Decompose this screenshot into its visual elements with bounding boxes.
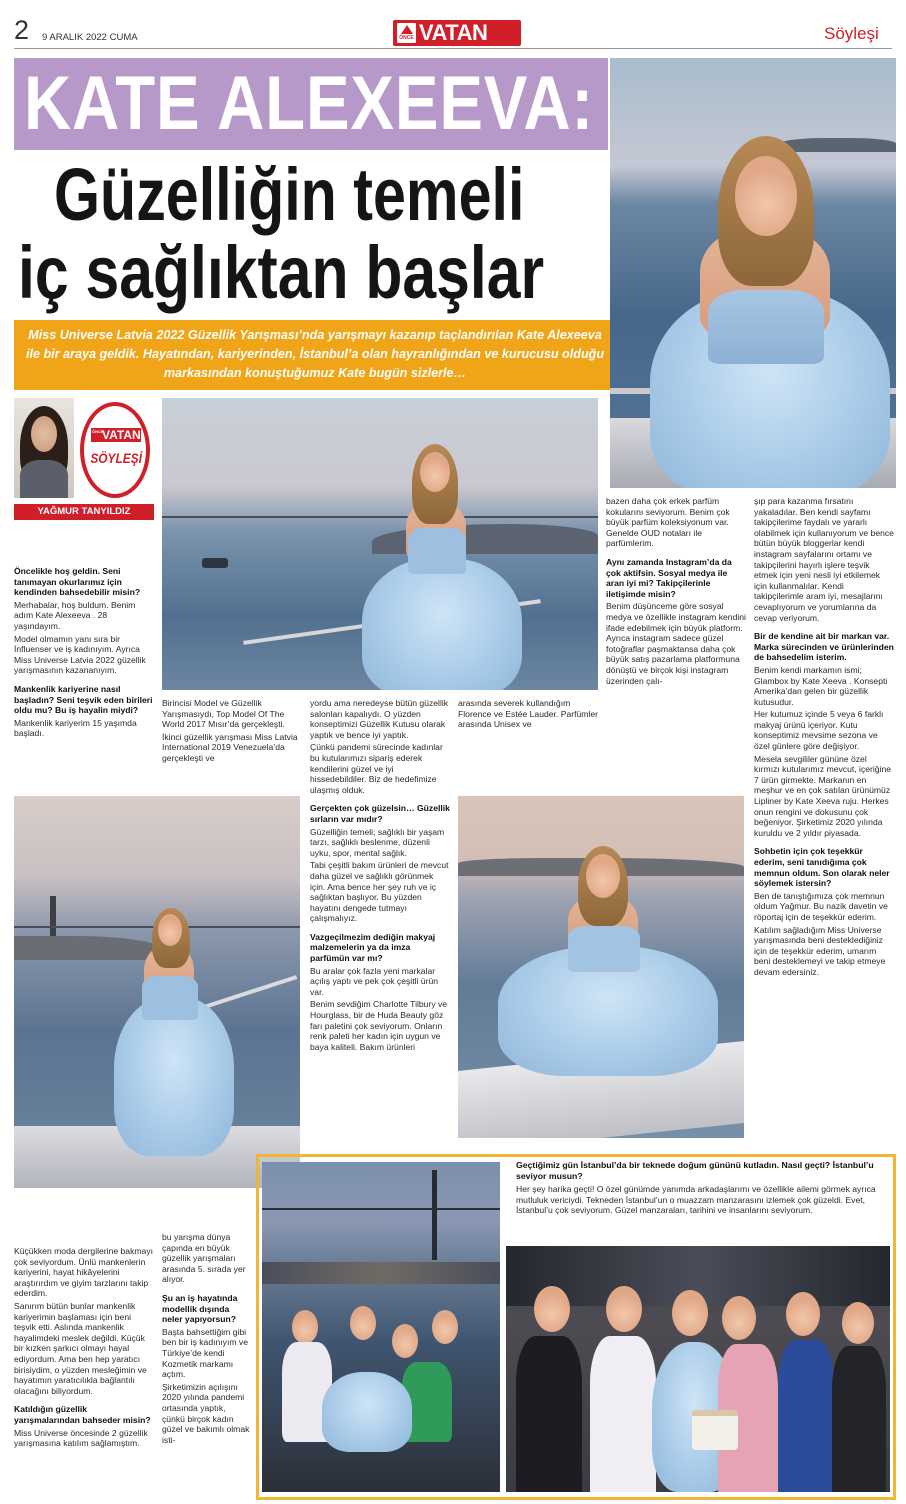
box-bridge	[262, 1208, 500, 1210]
col-4	[458, 698, 598, 732]
group-face-4	[432, 1310, 458, 1344]
middle-face	[420, 452, 450, 492]
question-paragraph: Mankenlik kariyerine nasıl başladın? Seni teşvik eden birileri oldu mu? Bu iş hayalin miydi?	[14, 683, 153, 716]
author-top	[20, 460, 68, 498]
party-navy-dress	[778, 1340, 834, 1492]
question-paragraph: Gerçekten çok güzelsin… Güzellik sırların var mıdır?	[310, 803, 450, 824]
top-right-photo	[610, 58, 896, 488]
party-dark-dress	[832, 1346, 886, 1492]
party-face-4	[722, 1296, 756, 1340]
logo-text: VATAN	[419, 20, 488, 45]
answer-paragraph: Şirketimizin açılışını 2020 yılında pandemi ortasında yaptık, çünkü birçok kadın güzel ve bakımlı olmak isti-	[162, 1381, 250, 1445]
group-face-3	[392, 1324, 418, 1358]
col-3	[310, 698, 450, 1054]
center-corset	[568, 926, 640, 972]
question-paragraph: Öncelikle hoş geldin. Seni tanımayan okurlarımız için kendinden bahsedebilir misin?	[14, 566, 141, 598]
middle-photo	[162, 398, 598, 690]
group-blue-dress	[322, 1372, 412, 1452]
left-face	[158, 914, 182, 946]
center-photo	[458, 796, 744, 1138]
box-question: Geçtiğimiz gün İstanbul’da bir teknede doğum gününü kutladın. Nasıl geçti? İstanbul’u seviyor musun?	[516, 1160, 874, 1181]
answer-paragraph: Mankenlik kariyerim 15 yaşımda başladı.	[14, 717, 137, 739]
headline-name: KATE ALEXEEVA:	[24, 61, 595, 146]
headline-line2: iç sağlıktan başlar	[18, 231, 545, 314]
author-name: YAĞMUR TANYILDIZ	[37, 506, 131, 517]
answer-paragraph: Model olmamın yanı sıra bir İnfluenser ve iş kadınıyım. Ayrıca Miss Universe Latvia 2022 güzellik yarışmasının kazananıyım.	[14, 633, 146, 676]
box-photo-left	[262, 1162, 500, 1492]
answer-paragraph: Katılım sağladığım Miss Universe yarışmasında beni desteklediğiniz için de teşekkür ederim, umarım beni desteklemeyi ve takip etmeye devam edersiniz.	[754, 924, 886, 977]
party-cake	[692, 1410, 738, 1450]
issue-date: 9 ARALIK 2022 CUMA	[42, 32, 138, 43]
middle-dress	[362, 558, 522, 690]
question-paragraph: Bir de kendine ait bir markan var. Marka sürecinden ve ürünlerinden de bahsedelim isterim.	[754, 631, 894, 663]
answer-paragraph: Benim kendi markamın ismi; Glambox by Kate Xeeva . Konsepti Amerika’dan gelen bir güzellik kutusudur.	[754, 664, 888, 707]
soylesi-badge	[80, 402, 150, 498]
question-paragraph: Aynı zamanda Instagram’da da çok aktifsin. Sosyal medya ile aran iyi mi? Takipçilerinle iletişimde misin?	[606, 556, 732, 599]
logo-once-box	[397, 23, 416, 43]
box-photo-right	[506, 1246, 890, 1492]
answer-paragraph: Tabi çeşitli bakım ürünleri de mevcut daha güzel ve sağlıklı görünmek için. Ama bence her şey ruh ve iç sağlıktan başlıyor. Bu yüzden hayatını dengede tutmayı çalışmalıyız.	[310, 860, 449, 924]
question-paragraph: Vazgeçilmezim dediğin makyaj malzemelerin ya da imza parfümün var mı?	[310, 931, 436, 964]
page-number: 2	[14, 15, 30, 45]
section-label: Söyleşi	[824, 24, 879, 43]
intro-text: Miss Universe Latvia 2022 Güzellik Yarışması’nda yarışmayı kazanıp taçlandırılan Kate Alexeeva ile bir araya geldik. Hayatından, kariyerinden, İstanbul’a olan hayranlığından ve kurucusu olduğu markasından konuştuğumuz Kate bugün sizlerle…	[25, 328, 605, 380]
middle-boat	[202, 558, 228, 568]
box-tower	[432, 1170, 437, 1260]
col-1	[14, 558, 154, 741]
left-photo	[14, 796, 300, 1188]
question-paragraph: Şu an iş hayatında modellik dışında neler yapıyorsun?	[162, 1292, 238, 1325]
party-face-1	[534, 1286, 570, 1332]
answer-paragraph: Mesela sevgililer gününe özel kırmızı kutularımız mevcut, içeriğine 7 ürün girmekte. Markanın en meşhur ve en çok satılan ürünümüz Lipliner by Kate Xeeva ruju. Herkes onun rengini ve dokusunu çok beğeniyor. Şirketimiz 2020 yılında kuruldu ve 2 yıldır piyasada.	[754, 753, 892, 838]
answer-paragraph: Benim düşünceme göre sosyal medya ve özellikle instagram kendini ifade edebilmek için büyük platform. Ayrıca instagram sadece güzel fotoğraflar paşmaktansa daha çok büyük satış pazarlama platformuna dönüştü ve birçok kişi instagram üzerinden çalı-	[606, 601, 746, 686]
col-6	[754, 496, 894, 980]
middle-corset	[408, 528, 466, 574]
photo-corset	[708, 290, 824, 364]
party-face-5	[786, 1292, 820, 1336]
party-face-6	[842, 1302, 874, 1344]
answer-paragraph: Ben de tanıştığımıza çok memnun oldum Yağmur. Bu nazik davetin ve röportaj için de teşekkür ederim.	[754, 890, 888, 922]
badge-label: SÖYLEŞİ	[90, 450, 142, 466]
answer-paragraph: Miss Universe öncesinde 2 güzellik yarışmasına katılım sağlamıştım.	[14, 1427, 148, 1449]
answer-paragraph: Bu aralar çok fazla yeni markalar açılış yaptı ve pek çok çeşitli ürün var.	[310, 965, 439, 997]
box-lights	[262, 1262, 500, 1284]
photo-skyline	[780, 138, 896, 152]
answer-paragraph: Her kutumuz içinde 5 veya 6 farklı makyaj ürünü içeriyor. Kutu konseptimiz mevsime sezona ve özel günlere göre değişiyor.	[754, 709, 884, 752]
col-5	[606, 496, 746, 688]
question-paragraph: Sohbetin için çok teşekkür ederim, seni tanıdığıma çok memnun oldum. Son olarak neler söylemek istersin?	[754, 846, 890, 889]
logo-once-text: ÖNCE	[399, 35, 414, 41]
party-face-3	[672, 1290, 708, 1336]
party-face-2	[606, 1286, 642, 1332]
badge-logo	[91, 428, 141, 442]
headline-line1: Güzelliğin temeli	[54, 153, 525, 236]
answer-paragraph: şıp para kazanma fırsatını yakaladılar. Ben kendi sayfamı takipçilerime faydalı ve yararlı olabilmek için kullanıyorum ve bence bütün büyük bloggerlar kendi instagram sayfalarını ortamı ve takipçilerini hayırlı işlere teşvik etmek için yeni nesli iyi etkilemek için kullanmalılar. Kendi takipçilerimle aram iyi, mesajlarını cevaplıyorum ve yorumlarına da cevap veriyorum.	[754, 496, 894, 623]
answer-paragraph: Başta bahsettiğim gibi ben bir iş kadınıyım ve Türkiye’de kendi Kozmetik markamı açtım.	[162, 1326, 248, 1380]
answer-paragraph: bu yarışma dünya çapında en büyük güzellik yarışmaları arasında 5. sırada yer alıyor.	[162, 1232, 246, 1285]
answer-paragraph: Merhabalar, hoş buldum. Benim adım Kate Alexeeva . 28 yaşındayım.	[14, 599, 136, 631]
vatan-logo	[393, 20, 521, 46]
answer-paragraph: Benim sevdiğim Charlotte Tilbury ve Hourglass, bir de Huda Beauty göz farı paletini çok seviyorum. Onların renk paleti her kadın için uygun ve baya kaliteli. Bakım ürünleri	[310, 999, 448, 1052]
answer-paragraph: Çünkü pandemi sürecinde kadınlar bu kutularımızı sipariş ederek kendilerini güzel ve iyi hissedebildiler. Biz de hedefimize ulaşmış olduk.	[310, 742, 443, 795]
group-face-2	[350, 1306, 376, 1340]
answer-paragraph: yordu ama neredeyse bütün güzellik salonları kapalıydı. O yüzden konseptimizi Güzellik Kutusu olarak yaptık ve bence iyi yaptık.	[310, 698, 449, 740]
box-group	[282, 1302, 482, 1452]
party-white-dress	[590, 1336, 656, 1492]
header-rule	[14, 48, 892, 49]
left-corset	[142, 976, 198, 1020]
author-face	[31, 416, 57, 452]
logo-arrow-icon	[401, 25, 413, 34]
col-8	[162, 1232, 250, 1447]
answer-paragraph: Sanırım bütün bunlar mankenlik kariyerimin başlaması için beni teşvik etti. Aslında mankenlik hayalimdeki meslek değildi. Küçük bir kızken şarkıcı olmayı hayal ediyordum. Ama ben hep yaratıcı birisiydim, o yüzden mesleğimin ve hayatımın yaratıcılıkla bağlantılı olacağını biliyordum.	[14, 1300, 147, 1396]
answer-paragraph: Güzelliğin temeli; sağlıklı bir yaşam tarzı, sağlıklı beslenme, düzenli uyku, spor, mental sağlık.	[310, 826, 445, 858]
answer-paragraph: İkinci güzellik yarışması Miss Latvia International 2019 Venezuela’da gerçekleşti ve	[162, 731, 298, 763]
question-paragraph: Katıldığın güzellik yarışmalarından bahseder misin?	[14, 1404, 151, 1425]
left-dress	[114, 996, 234, 1156]
middle-bridge	[162, 516, 598, 518]
left-hill	[14, 936, 164, 960]
answer-paragraph: Küçükken moda dergilerine bakmayı çok seviyordum. Ünlü mankenlerin kariyerini, hayat hikâyelerini araştırırdım ve giyim tarzlarını takip ederdim.	[14, 1246, 154, 1299]
party-black-dress	[516, 1336, 582, 1492]
author-photo	[14, 398, 74, 498]
col-7	[14, 1246, 154, 1451]
box-answer: Her şey harika geçti! O özel günümde yanımda arkadaşlarımı ve özellikle ailemi görmek ayrıca mutluluk vericiydi. Tekneden İstanbul’un o muazzam manzarasını izlemek çok güzeldi. Evet, İstanbul’u çok seviyorum. Güzel manzaraları, tarihini ve insanlarını seviyorum.	[516, 1184, 876, 1216]
answer-paragraph: Birincisi Model ve Güzellik Yarışmasıydı, Top Model Of The World 2017 Mısır’da gerçekleşti.	[162, 698, 285, 730]
badge-once: ÖNCE	[92, 429, 104, 434]
answer-paragraph: arasında severek kullandığım Florence ve Estée Lauder. Parfümler arasında Unisex ve	[458, 698, 598, 730]
photo-face	[735, 156, 797, 236]
col-2	[162, 698, 302, 766]
answer-paragraph: bazen daha çok erkek parfüm kokularını seviyorum. Benim çok büyük parfüm koleksiyonum var. Genelde OUD notaları ile parfümlerim.	[606, 496, 730, 549]
badge-logo-text: VATAN	[102, 428, 141, 442]
group-face-1	[292, 1310, 318, 1344]
center-face	[586, 854, 620, 898]
